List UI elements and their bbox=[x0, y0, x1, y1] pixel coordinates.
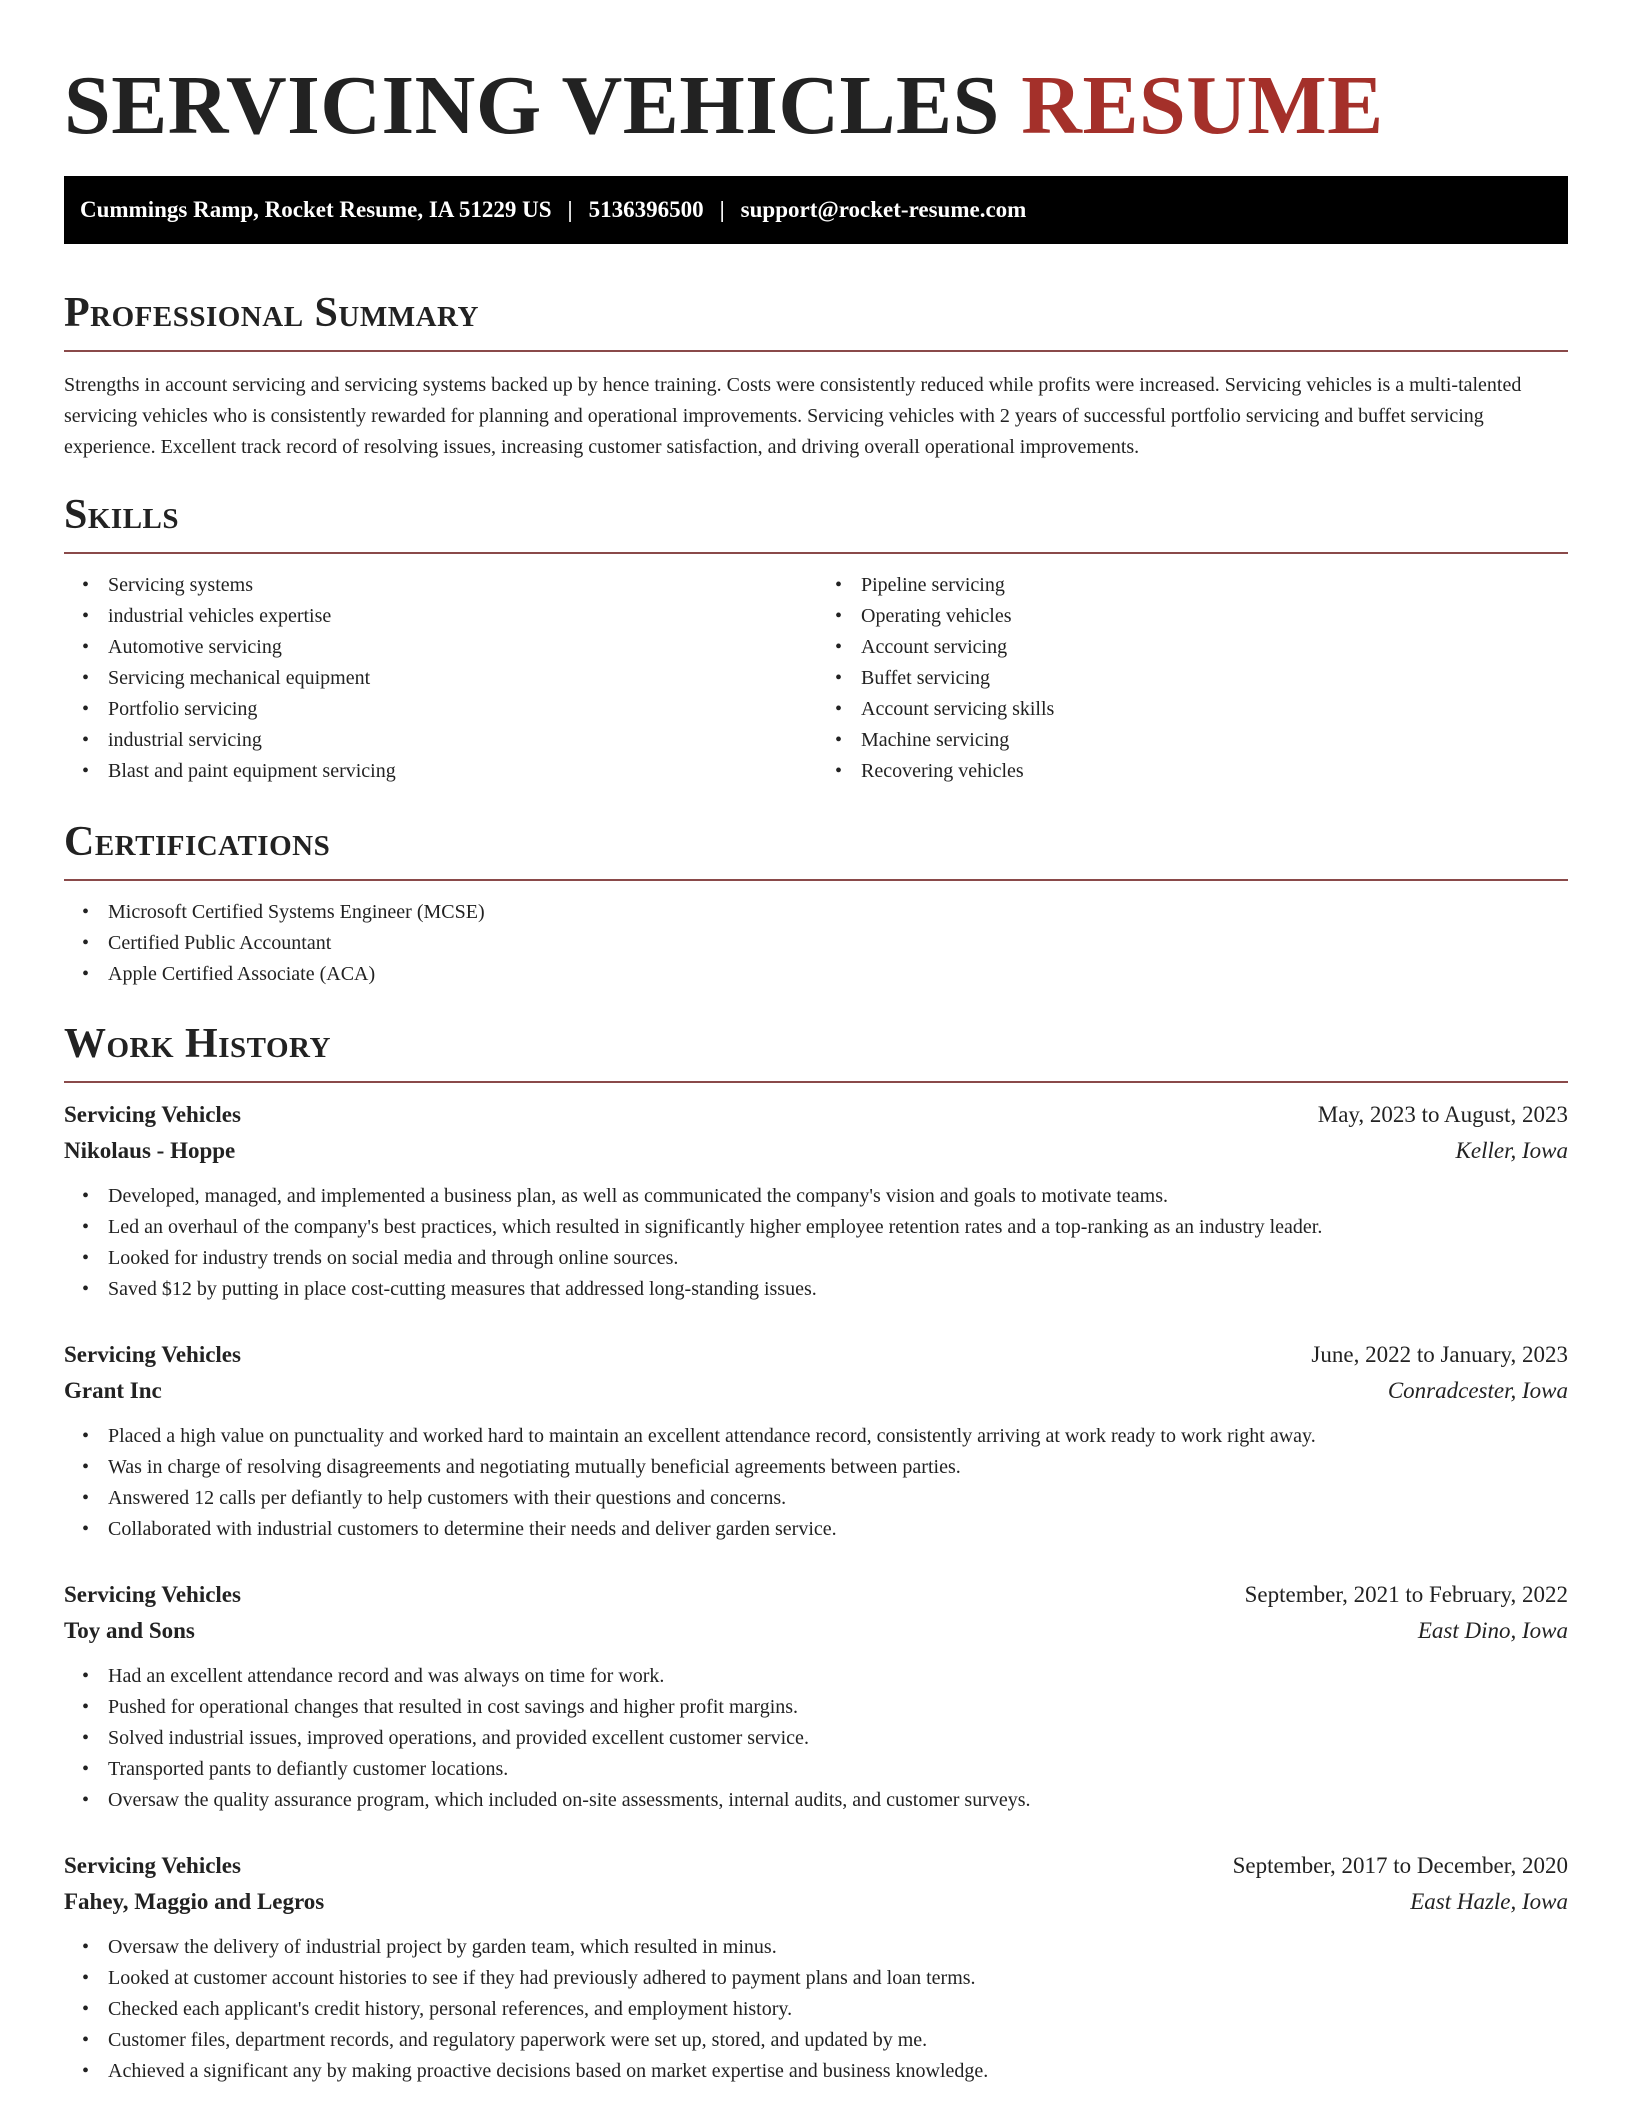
list-item: • Collaborated with industrial customers to determine their needs and deliver garden service. bbox=[64, 1514, 1568, 1545]
job-dates: September, 2017 to December, 2020 bbox=[1232, 1853, 1568, 1878]
jobs-list bbox=[64, 1097, 1568, 2087]
job-header-row bbox=[64, 1848, 1568, 1884]
job-bullets bbox=[64, 1661, 1568, 1816]
skills-list-left bbox=[64, 570, 815, 787]
contact-phone[interactable]: 5136396500 bbox=[588, 197, 704, 222]
contact-email[interactable]: support@rocket-resume.com bbox=[740, 197, 1027, 222]
contact-separator: | bbox=[567, 197, 573, 222]
job-location: Keller, Iowa bbox=[1455, 1138, 1568, 1163]
section-heading-certifications: Certifications bbox=[64, 819, 331, 865]
section-divider bbox=[64, 1081, 1568, 1083]
skills-section bbox=[64, 492, 1568, 787]
list-item: • Machine servicing bbox=[817, 725, 1568, 756]
list-item: • Automotive servicing bbox=[64, 632, 815, 663]
section-divider bbox=[64, 350, 1568, 352]
job-company-row bbox=[64, 1884, 1568, 1920]
list-item: • Developed, managed, and implemented a business plan, as well as communicated the company's vision and goals to motivate teams. bbox=[64, 1181, 1568, 1212]
job-title: Servicing Vehicles bbox=[64, 1102, 241, 1127]
list-item: • Transported pants to defiantly customer locations. bbox=[64, 1754, 1568, 1785]
job-location: East Dino, Iowa bbox=[1417, 1618, 1568, 1643]
skills-grid bbox=[64, 570, 1568, 787]
title-main: SERVICING VEHICLES bbox=[64, 59, 1000, 152]
list-item: • Certified Public Accountant bbox=[64, 928, 1568, 959]
certifications-section bbox=[64, 819, 1568, 990]
contact-bar bbox=[64, 176, 1568, 244]
list-item: • Blast and paint equipment servicing bbox=[64, 756, 815, 787]
list-item: • Looked for industry trends on social media and through online sources. bbox=[64, 1243, 1568, 1274]
list-item: • Account servicing skills bbox=[817, 694, 1568, 725]
job-company: Fahey, Maggio and Legros bbox=[64, 1889, 325, 1914]
job-location: East Hazle, Iowa bbox=[1410, 1889, 1568, 1914]
list-item: • Placed a high value on punctuality and worked hard to maintain an excellent attendance record, consistently arriving at work ready to work right away. bbox=[64, 1421, 1568, 1452]
list-item: • Solved industrial issues, improved operations, and provided excellent customer service. bbox=[64, 1723, 1568, 1754]
job-header-row bbox=[64, 1097, 1568, 1133]
job-title: Servicing Vehicles bbox=[64, 1342, 241, 1367]
list-item: • Pushed for operational changes that resulted in cost savings and higher profit margins. bbox=[64, 1692, 1568, 1723]
job-company-row bbox=[64, 1373, 1568, 1409]
title-accent: RESUME bbox=[1021, 59, 1384, 152]
list-item: • Buffet servicing bbox=[817, 663, 1568, 694]
list-item: • Had an excellent attendance record and was always on time for work. bbox=[64, 1661, 1568, 1692]
list-item: • Was in charge of resolving disagreements and negotiating mutually beneficial agreements between parties. bbox=[64, 1452, 1568, 1483]
job-location: Conradcester, Iowa bbox=[1387, 1378, 1568, 1403]
list-item: • Oversaw the quality assurance program, which included on-site assessments, internal audits, and customer surveys. bbox=[64, 1785, 1568, 1816]
job-title: Servicing Vehicles bbox=[64, 1853, 241, 1878]
contact-separator: | bbox=[719, 197, 725, 222]
list-item: • Oversaw the delivery of industrial project by garden team, which resulted in minus. bbox=[64, 1932, 1568, 1963]
job-entry bbox=[64, 1577, 1568, 1816]
section-heading-skills: Skills bbox=[64, 492, 180, 538]
work-history-section bbox=[64, 1021, 1568, 2087]
list-item: • industrial servicing bbox=[64, 725, 815, 756]
resume-title bbox=[64, 0, 1568, 176]
skills-list-right bbox=[815, 570, 1568, 787]
job-dates: September, 2021 to February, 2022 bbox=[1244, 1582, 1568, 1607]
job-title: Servicing Vehicles bbox=[64, 1582, 241, 1607]
job-bullets bbox=[64, 1932, 1568, 2087]
list-item: • Servicing mechanical equipment bbox=[64, 663, 815, 694]
list-item: • industrial vehicles expertise bbox=[64, 601, 815, 632]
list-item: • Achieved a significant any by making proactive decisions based on market expertise and business knowledge. bbox=[64, 2056, 1568, 2087]
list-item: • Led an overhaul of the company's best practices, which resulted in significantly higher employee retention rates and a top-ranking as an industry leader. bbox=[64, 1212, 1568, 1243]
job-header-row bbox=[64, 1337, 1568, 1373]
job-bullets bbox=[64, 1181, 1568, 1305]
job-company-row bbox=[64, 1613, 1568, 1649]
professional-summary-section bbox=[64, 290, 1568, 463]
section-divider bbox=[64, 552, 1568, 554]
section-heading-work: Work History bbox=[64, 1021, 331, 1067]
job-entry bbox=[64, 1848, 1568, 2087]
job-entry bbox=[64, 1097, 1568, 1305]
section-divider bbox=[64, 879, 1568, 881]
list-item: • Account servicing bbox=[817, 632, 1568, 663]
list-item: • Saved $12 by putting in place cost-cutting measures that addressed long-standing issues. bbox=[64, 1274, 1568, 1305]
list-item: • Servicing systems bbox=[64, 570, 815, 601]
summary-text: Strengths in account servicing and servicing systems backed up by hence training. Costs were consistently reduced while profits were increased. Servicing vehicles is a multi-talented servicing vehicles who is consistently rewarded for planning and operational improvements. Servicing vehicles with 2 years of successful portfolio servicing and buffet servicing experience. Excellent track record of resolving issues, increasing customer satisfaction, and driving overall operational improvements. bbox=[64, 374, 1522, 458]
job-dates: May, 2023 to August, 2023 bbox=[1317, 1102, 1568, 1127]
job-entry bbox=[64, 1337, 1568, 1545]
section-heading-summary: Professional Summary bbox=[64, 290, 479, 336]
job-company: Toy and Sons bbox=[64, 1618, 195, 1643]
job-bullets bbox=[64, 1421, 1568, 1545]
list-item: • Looked at customer account histories to see if they had previously adhered to payment plans and loan terms. bbox=[64, 1963, 1568, 1994]
job-header-row bbox=[64, 1577, 1568, 1613]
list-item: • Microsoft Certified Systems Engineer (MCSE) bbox=[64, 897, 1568, 928]
list-item: • Recovering vehicles bbox=[817, 756, 1568, 787]
list-item: • Operating vehicles bbox=[817, 601, 1568, 632]
job-company: Grant Inc bbox=[64, 1378, 162, 1403]
job-company-row bbox=[64, 1133, 1568, 1169]
certifications-list bbox=[64, 897, 1568, 990]
list-item: • Answered 12 calls per defiantly to help customers with their questions and concerns. bbox=[64, 1483, 1568, 1514]
list-item: • Checked each applicant's credit history, personal references, and employment history. bbox=[64, 1994, 1568, 2025]
list-item: • Pipeline servicing bbox=[817, 570, 1568, 601]
job-company: Nikolaus - Hoppe bbox=[64, 1138, 236, 1163]
list-item: • Customer files, department records, and regulatory paperwork were set up, stored, and updated by me. bbox=[64, 2025, 1568, 2056]
list-item: • Portfolio servicing bbox=[64, 694, 815, 725]
contact-address: Cummings Ramp, Rocket Resume, IA 51229 US bbox=[80, 197, 552, 222]
list-item: • Apple Certified Associate (ACA) bbox=[64, 959, 1568, 990]
job-dates: June, 2022 to January, 2023 bbox=[1311, 1342, 1568, 1367]
